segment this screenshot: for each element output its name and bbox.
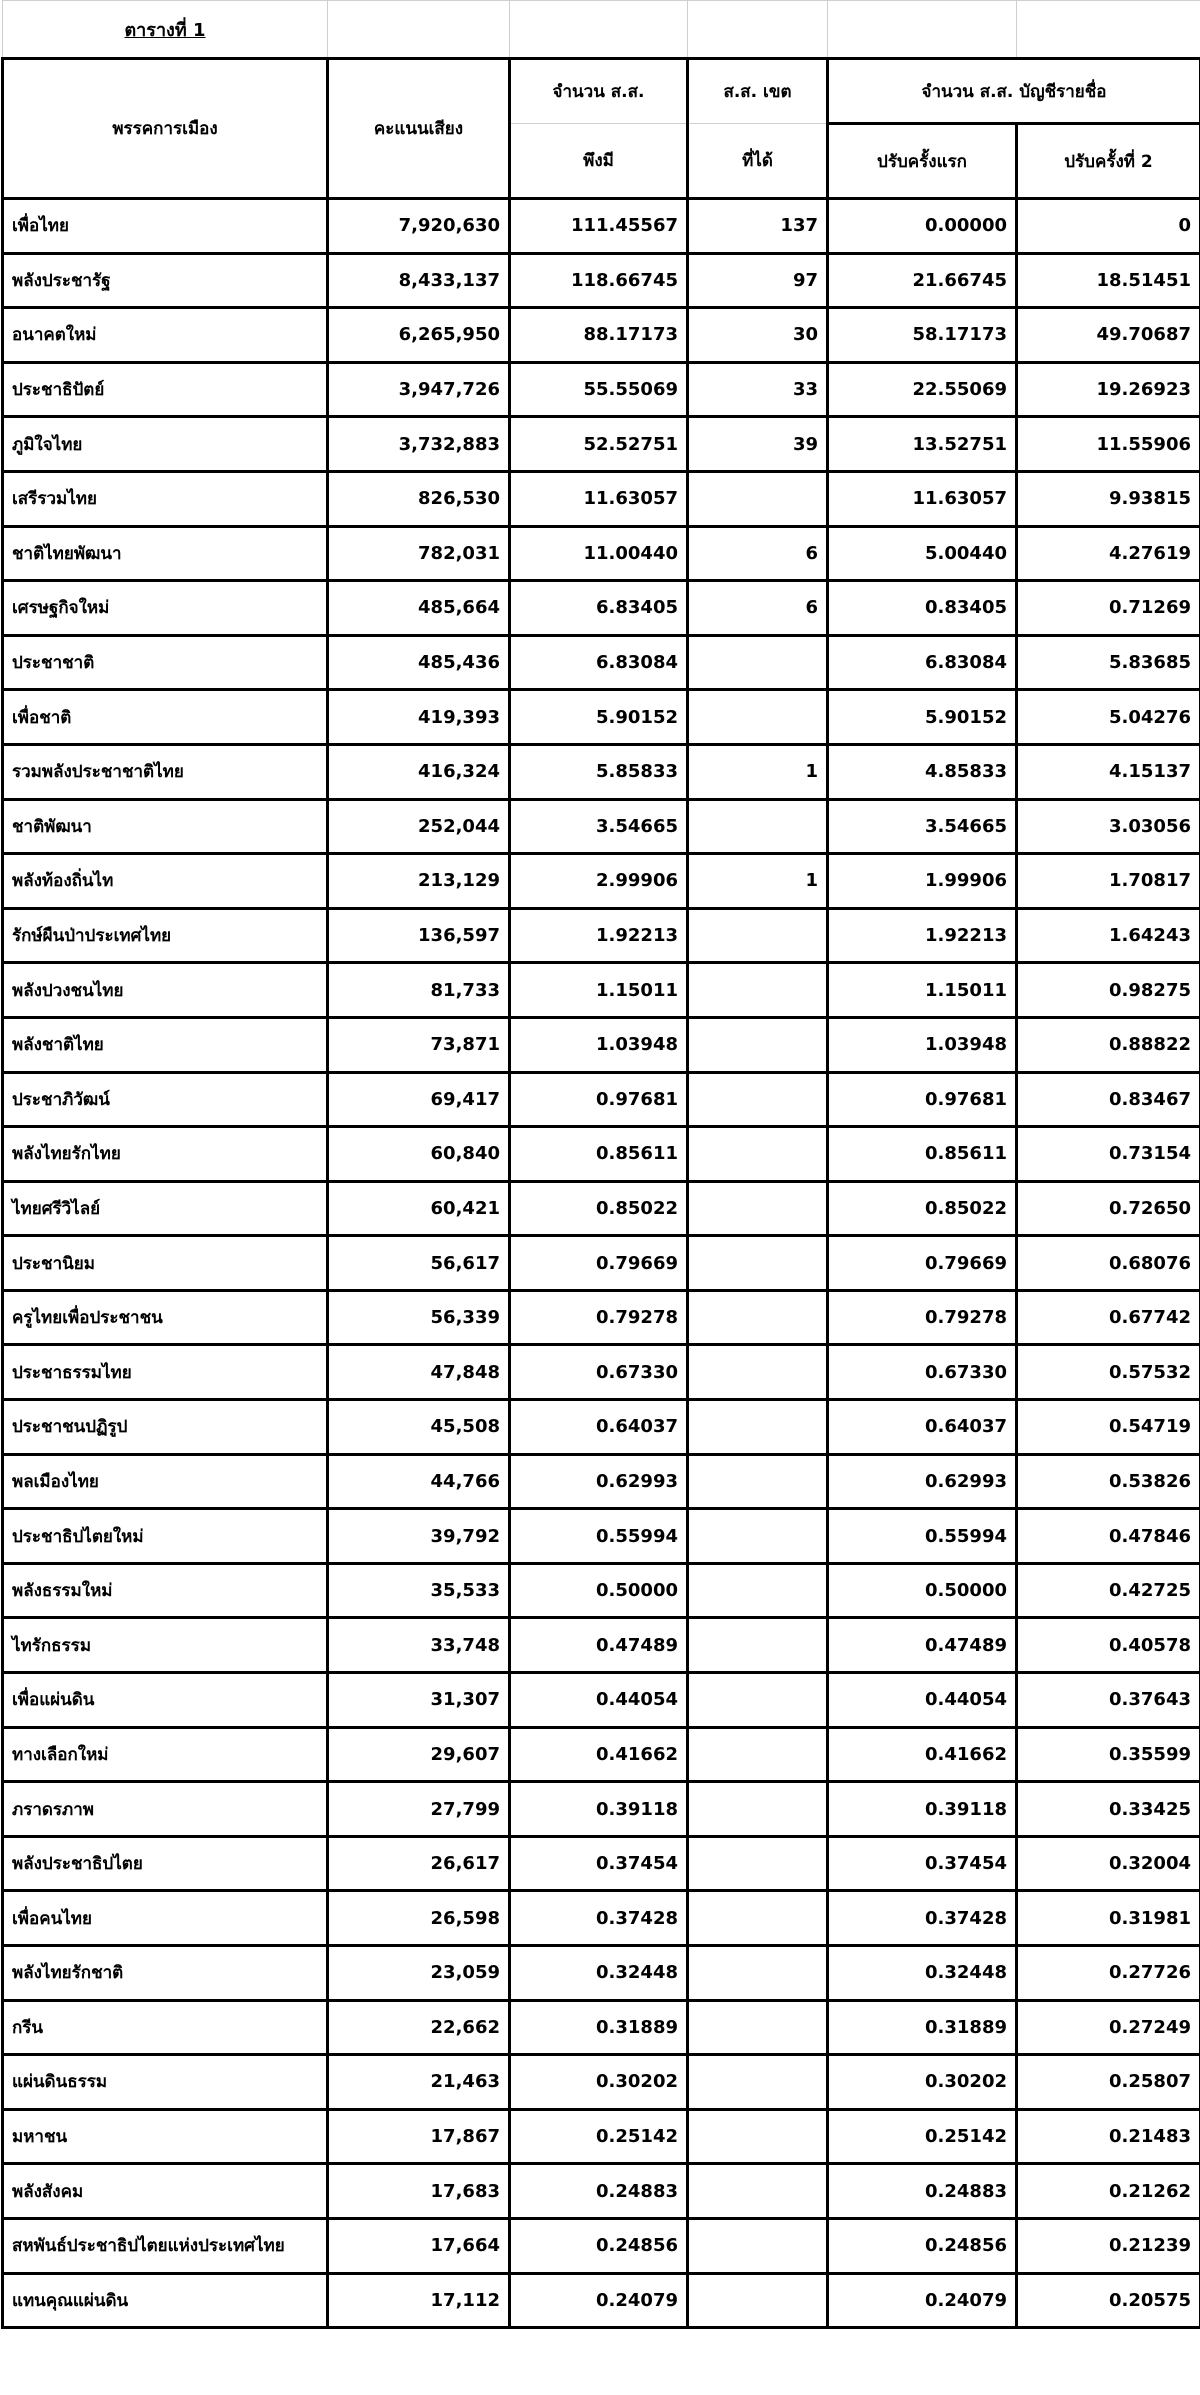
district-mp-cell xyxy=(688,2218,828,2273)
adjust-second-cell: 0.71269 xyxy=(1017,581,1200,636)
district-mp-cell xyxy=(688,1618,828,1673)
table-row xyxy=(3,854,1200,909)
table-row xyxy=(3,417,1200,472)
votes-cell: 485,664 xyxy=(328,581,510,636)
adjust-first-cell: 21.66745 xyxy=(828,253,1017,308)
entitled-mp-cell: 1.92213 xyxy=(510,908,688,963)
party-name-cell: อนาคตใหม่ xyxy=(3,308,328,363)
table-row xyxy=(3,199,1200,254)
table-row xyxy=(3,1673,1200,1728)
adjust-first-cell: 0.97681 xyxy=(828,1072,1017,1127)
adjust-first-cell: 0.30202 xyxy=(828,2055,1017,2110)
district-mp-cell xyxy=(688,2164,828,2219)
entitled-mp-cell: 0.79278 xyxy=(510,1290,688,1345)
adjust-first-cell: 0.67330 xyxy=(828,1345,1017,1400)
party-name-cell: ไทยศรีวิไลย์ xyxy=(3,1181,328,1236)
table-row xyxy=(3,2055,1200,2110)
party-seat-table xyxy=(1,0,1200,2329)
table-row xyxy=(3,1891,1200,1946)
entitled-mp-cell: 5.85833 xyxy=(510,744,688,799)
votes-cell: 3,947,726 xyxy=(328,362,510,417)
adjust-first-cell: 0.50000 xyxy=(828,1563,1017,1618)
entitled-mp-cell: 0.24856 xyxy=(510,2218,688,2273)
party-name-cell: ไทรักธรรม xyxy=(3,1618,328,1673)
table-row xyxy=(3,908,1200,963)
entitled-mp-cell: 0.31889 xyxy=(510,2000,688,2055)
district-mp-cell xyxy=(688,1563,828,1618)
entitled-mp-cell: 0.37428 xyxy=(510,1891,688,1946)
table-row xyxy=(3,1236,1200,1291)
table-row xyxy=(3,1946,1200,2001)
adjust-second-cell: 0.37643 xyxy=(1017,1673,1200,1728)
adjust-first-cell: 13.52751 xyxy=(828,417,1017,472)
entitled-mp-cell: 0.47489 xyxy=(510,1618,688,1673)
party-name-cell: พลังไทยรักชาติ xyxy=(3,1946,328,2001)
table-row xyxy=(3,1290,1200,1345)
party-name-cell: พลังสังคม xyxy=(3,2164,328,2219)
adjust-second-cell: 3.03056 xyxy=(1017,799,1200,854)
entitled-mp-cell: 0.64037 xyxy=(510,1400,688,1455)
votes-cell: 29,607 xyxy=(328,1727,510,1782)
votes-cell: 60,421 xyxy=(328,1181,510,1236)
party-name-cell: พลังชาติไทย xyxy=(3,1017,328,1072)
table-row xyxy=(3,581,1200,636)
caption-row xyxy=(3,1,1200,59)
adjust-first-cell: 0.39118 xyxy=(828,1782,1017,1837)
votes-cell: 45,508 xyxy=(328,1400,510,1455)
district-mp-cell: 6 xyxy=(688,581,828,636)
adjust-second-cell: 0.98275 xyxy=(1017,963,1200,1018)
votes-cell: 485,436 xyxy=(328,635,510,690)
table-row xyxy=(3,635,1200,690)
adjust-first-cell: 0.64037 xyxy=(828,1400,1017,1455)
adjust-second-cell: 0.53826 xyxy=(1017,1454,1200,1509)
district-mp-cell xyxy=(688,2055,828,2110)
adjust-second-cell: 0.42725 xyxy=(1017,1563,1200,1618)
district-mp-cell xyxy=(688,1017,828,1072)
adjust-second-cell: 0.47846 xyxy=(1017,1509,1200,1564)
votes-cell: 47,848 xyxy=(328,1345,510,1400)
votes-cell: 26,598 xyxy=(328,1891,510,1946)
adjust-first-cell: 58.17173 xyxy=(828,308,1017,363)
votes-cell: 252,044 xyxy=(328,799,510,854)
entitled-mp-cell: 0.62993 xyxy=(510,1454,688,1509)
district-mp-cell xyxy=(688,1836,828,1891)
votes-cell: 81,733 xyxy=(328,963,510,1018)
entitled-mp-cell: 1.15011 xyxy=(510,963,688,1018)
votes-cell: 56,617 xyxy=(328,1236,510,1291)
votes-cell: 8,433,137 xyxy=(328,253,510,308)
adjust-first-cell: 1.92213 xyxy=(828,908,1017,963)
entitled-mp-cell: 6.83405 xyxy=(510,581,688,636)
adjust-first-cell: 0.85611 xyxy=(828,1127,1017,1182)
party-name-cell: ประชาชนปฏิรูป xyxy=(3,1400,328,1455)
adjust-first-cell: 5.00440 xyxy=(828,526,1017,581)
adjust-first-cell: 0.00000 xyxy=(828,199,1017,254)
adjust-second-cell: 0.68076 xyxy=(1017,1236,1200,1291)
entitled-mp-cell: 55.55069 xyxy=(510,362,688,417)
table-row xyxy=(3,690,1200,745)
header-party-list-group: จำนวน ส.ส. บัญชีรายชื่อ xyxy=(828,59,1200,124)
district-mp-cell: 1 xyxy=(688,854,828,909)
adjust-second-cell: 0.31981 xyxy=(1017,1891,1200,1946)
adjust-first-cell: 0.79278 xyxy=(828,1290,1017,1345)
adjust-second-cell: 11.55906 xyxy=(1017,417,1200,472)
entitled-mp-cell: 11.00440 xyxy=(510,526,688,581)
votes-cell: 419,393 xyxy=(328,690,510,745)
votes-cell: 17,683 xyxy=(328,2164,510,2219)
entitled-mp-cell: 52.52751 xyxy=(510,417,688,472)
party-name-cell: พลังประชาธิปไตย xyxy=(3,1836,328,1891)
table-row xyxy=(3,1727,1200,1782)
table-row xyxy=(3,1127,1200,1182)
party-name-cell: ประชาชาติ xyxy=(3,635,328,690)
header-party: พรรคการเมือง xyxy=(3,59,328,199)
header-row-1 xyxy=(3,59,1200,124)
table-row xyxy=(3,1072,1200,1127)
adjust-second-cell: 49.70687 xyxy=(1017,308,1200,363)
adjust-second-cell: 0.88822 xyxy=(1017,1017,1200,1072)
district-mp-cell xyxy=(688,2000,828,2055)
table-row xyxy=(3,963,1200,1018)
adjust-first-cell: 0.32448 xyxy=(828,1946,1017,2001)
party-name-cell: มหาชน xyxy=(3,2109,328,2164)
votes-cell: 39,792 xyxy=(328,1509,510,1564)
adjust-second-cell: 0.20575 xyxy=(1017,2273,1200,2328)
votes-cell: 35,533 xyxy=(328,1563,510,1618)
table-row xyxy=(3,1400,1200,1455)
party-name-cell: ประชาธิปัตย์ xyxy=(3,362,328,417)
adjust-second-cell: 0.27249 xyxy=(1017,2000,1200,2055)
adjust-first-cell: 5.90152 xyxy=(828,690,1017,745)
adjust-first-cell: 22.55069 xyxy=(828,362,1017,417)
party-name-cell: พลังธรรมใหม่ xyxy=(3,1563,328,1618)
party-name-cell: พลังท้องถิ่นไท xyxy=(3,854,328,909)
votes-cell: 782,031 xyxy=(328,526,510,581)
party-name-cell: ครูไทยเพื่อประชาชน xyxy=(3,1290,328,1345)
table-row xyxy=(3,2218,1200,2273)
party-name-cell: เพื่อแผ่นดิน xyxy=(3,1673,328,1728)
district-mp-cell xyxy=(688,1509,828,1564)
district-mp-cell xyxy=(688,1891,828,1946)
adjust-second-cell: 0.21262 xyxy=(1017,2164,1200,2219)
district-mp-cell xyxy=(688,1673,828,1728)
adjust-second-cell: 5.83685 xyxy=(1017,635,1200,690)
district-mp-cell xyxy=(688,963,828,1018)
adjust-first-cell: 0.41662 xyxy=(828,1727,1017,1782)
adjust-second-cell: 0.83467 xyxy=(1017,1072,1200,1127)
votes-cell: 213,129 xyxy=(328,854,510,909)
adjust-first-cell: 3.54665 xyxy=(828,799,1017,854)
table-row xyxy=(3,1618,1200,1673)
district-mp-cell xyxy=(688,635,828,690)
entitled-mp-cell: 118.66745 xyxy=(510,253,688,308)
adjust-first-cell: 0.37428 xyxy=(828,1891,1017,1946)
party-name-cell: เพื่อคนไทย xyxy=(3,1891,328,1946)
party-name-cell: ประชาธรรมไทย xyxy=(3,1345,328,1400)
district-mp-cell: 137 xyxy=(688,199,828,254)
adjust-first-cell: 4.85833 xyxy=(828,744,1017,799)
district-mp-cell xyxy=(688,1454,828,1509)
table-row xyxy=(3,362,1200,417)
table-row xyxy=(3,1017,1200,1072)
adjust-second-cell: 4.15137 xyxy=(1017,744,1200,799)
header-adjust-first: ปรับครั้งแรก xyxy=(828,124,1017,199)
adjust-second-cell: 0 xyxy=(1017,199,1200,254)
adjust-second-cell: 0.57532 xyxy=(1017,1345,1200,1400)
header-votes: คะแนนเสียง xyxy=(328,59,510,199)
votes-cell: 44,766 xyxy=(328,1454,510,1509)
adjust-first-cell: 11.63057 xyxy=(828,471,1017,526)
entitled-mp-cell: 0.37454 xyxy=(510,1836,688,1891)
table-row xyxy=(3,1345,1200,1400)
table-row xyxy=(3,1181,1200,1236)
party-name-cell: แผ่นดินธรรม xyxy=(3,2055,328,2110)
district-mp-cell xyxy=(688,690,828,745)
district-mp-cell: 33 xyxy=(688,362,828,417)
district-mp-cell xyxy=(688,1181,828,1236)
adjust-second-cell: 0.33425 xyxy=(1017,1782,1200,1837)
adjust-second-cell: 0.21483 xyxy=(1017,2109,1200,2164)
district-mp-cell: 1 xyxy=(688,744,828,799)
party-name-cell: เพื่อชาติ xyxy=(3,690,328,745)
adjust-first-cell: 1.03948 xyxy=(828,1017,1017,1072)
district-mp-cell xyxy=(688,2273,828,2328)
party-name-cell: ประชานิยม xyxy=(3,1236,328,1291)
votes-cell: 31,307 xyxy=(328,1673,510,1728)
entitled-mp-cell: 11.63057 xyxy=(510,471,688,526)
adjust-first-cell: 1.15011 xyxy=(828,963,1017,1018)
entitled-mp-cell: 0.44054 xyxy=(510,1673,688,1728)
adjust-second-cell: 9.93815 xyxy=(1017,471,1200,526)
entitled-mp-cell: 0.97681 xyxy=(510,1072,688,1127)
adjust-first-cell: 0.83405 xyxy=(828,581,1017,636)
adjust-first-cell: 0.24856 xyxy=(828,2218,1017,2273)
adjust-first-cell: 1.99906 xyxy=(828,854,1017,909)
party-name-cell: สหพันธ์ประชาธิปไตยแห่งประเทศไทย xyxy=(3,2218,328,2273)
adjust-first-cell: 0.44054 xyxy=(828,1673,1017,1728)
adjust-first-cell: 0.62993 xyxy=(828,1454,1017,1509)
adjust-second-cell: 0.67742 xyxy=(1017,1290,1200,1345)
district-mp-cell xyxy=(688,471,828,526)
table-row xyxy=(3,2109,1200,2164)
entitled-mp-cell: 0.41662 xyxy=(510,1727,688,1782)
entitled-mp-cell: 0.55994 xyxy=(510,1509,688,1564)
district-mp-cell: 6 xyxy=(688,526,828,581)
table-caption: ตารางที่ 1 xyxy=(3,1,328,59)
adjust-first-cell: 0.25142 xyxy=(828,2109,1017,2164)
votes-cell: 56,339 xyxy=(328,1290,510,1345)
district-mp-cell: 30 xyxy=(688,308,828,363)
district-mp-cell xyxy=(688,1236,828,1291)
adjust-first-cell: 0.24079 xyxy=(828,2273,1017,2328)
district-mp-cell xyxy=(688,1400,828,1455)
votes-cell: 23,059 xyxy=(328,1946,510,2001)
district-mp-cell xyxy=(688,799,828,854)
table-row xyxy=(3,1563,1200,1618)
votes-cell: 22,662 xyxy=(328,2000,510,2055)
table-row xyxy=(3,2273,1200,2328)
header-entitled-bottom: พึงมี xyxy=(510,124,688,199)
entitled-mp-cell: 0.32448 xyxy=(510,1946,688,2001)
district-mp-cell xyxy=(688,1727,828,1782)
adjust-first-cell: 0.79669 xyxy=(828,1236,1017,1291)
adjust-second-cell: 0.54719 xyxy=(1017,1400,1200,1455)
party-name-cell: ทางเลือกใหม่ xyxy=(3,1727,328,1782)
table-row xyxy=(3,526,1200,581)
party-name-cell: ภูมิใจไทย xyxy=(3,417,328,472)
entitled-mp-cell: 5.90152 xyxy=(510,690,688,745)
district-mp-cell: 97 xyxy=(688,253,828,308)
votes-cell: 26,617 xyxy=(328,1836,510,1891)
adjust-second-cell: 0.21239 xyxy=(1017,2218,1200,2273)
adjust-second-cell: 1.70817 xyxy=(1017,854,1200,909)
adjust-second-cell: 0.40578 xyxy=(1017,1618,1200,1673)
party-name-cell: เศรษฐกิจใหม่ xyxy=(3,581,328,636)
header-district-bottom: ที่ได้ xyxy=(688,124,828,199)
votes-cell: 416,324 xyxy=(328,744,510,799)
party-name-cell: ประชาภิวัฒน์ xyxy=(3,1072,328,1127)
adjust-second-cell: 0.72650 xyxy=(1017,1181,1200,1236)
table-row xyxy=(3,1509,1200,1564)
entitled-mp-cell: 111.45567 xyxy=(510,199,688,254)
district-mp-cell xyxy=(688,1072,828,1127)
party-name-cell: พลเมืองไทย xyxy=(3,1454,328,1509)
adjust-second-cell: 19.26923 xyxy=(1017,362,1200,417)
adjust-second-cell: 0.25807 xyxy=(1017,2055,1200,2110)
votes-cell: 17,867 xyxy=(328,2109,510,2164)
header-entitled-top: จำนวน ส.ส. xyxy=(510,59,688,124)
header-adjust-second: ปรับครั้งที่ 2 xyxy=(1017,124,1200,199)
district-mp-cell xyxy=(688,2109,828,2164)
party-name-cell: ประชาธิปไตยใหม่ xyxy=(3,1509,328,1564)
entitled-mp-cell: 1.03948 xyxy=(510,1017,688,1072)
entitled-mp-cell: 0.50000 xyxy=(510,1563,688,1618)
district-mp-cell xyxy=(688,1127,828,1182)
district-mp-cell xyxy=(688,1290,828,1345)
adjust-second-cell: 18.51451 xyxy=(1017,253,1200,308)
adjust-first-cell: 0.24883 xyxy=(828,2164,1017,2219)
entitled-mp-cell: 88.17173 xyxy=(510,308,688,363)
votes-cell: 826,530 xyxy=(328,471,510,526)
votes-cell: 60,840 xyxy=(328,1127,510,1182)
party-name-cell: ชาติพัฒนา xyxy=(3,799,328,854)
adjust-second-cell: 1.64243 xyxy=(1017,908,1200,963)
adjust-second-cell: 0.35599 xyxy=(1017,1727,1200,1782)
table-row xyxy=(3,1836,1200,1891)
entitled-mp-cell: 0.79669 xyxy=(510,1236,688,1291)
entitled-mp-cell: 0.67330 xyxy=(510,1345,688,1400)
votes-cell: 17,664 xyxy=(328,2218,510,2273)
district-mp-cell xyxy=(688,908,828,963)
votes-cell: 21,463 xyxy=(328,2055,510,2110)
table-row xyxy=(3,1454,1200,1509)
adjust-second-cell: 5.04276 xyxy=(1017,690,1200,745)
table-row xyxy=(3,744,1200,799)
adjust-first-cell: 0.47489 xyxy=(828,1618,1017,1673)
adjust-second-cell: 4.27619 xyxy=(1017,526,1200,581)
table-row xyxy=(3,2164,1200,2219)
entitled-mp-cell: 0.24079 xyxy=(510,2273,688,2328)
party-name-cell: แทนคุณแผ่นดิน xyxy=(3,2273,328,2328)
votes-cell: 3,732,883 xyxy=(328,417,510,472)
adjust-first-cell: 0.55994 xyxy=(828,1509,1017,1564)
votes-cell: 6,265,950 xyxy=(328,308,510,363)
votes-cell: 73,871 xyxy=(328,1017,510,1072)
entitled-mp-cell: 0.25142 xyxy=(510,2109,688,2164)
district-mp-cell xyxy=(688,1782,828,1837)
header-district-top: ส.ส. เขต xyxy=(688,59,828,124)
votes-cell: 27,799 xyxy=(328,1782,510,1837)
adjust-first-cell: 0.37454 xyxy=(828,1836,1017,1891)
table-row xyxy=(3,799,1200,854)
entitled-mp-cell: 0.30202 xyxy=(510,2055,688,2110)
table-row xyxy=(3,2000,1200,2055)
party-name-cell: พลังประชารัฐ xyxy=(3,253,328,308)
table-row xyxy=(3,308,1200,363)
party-name-cell: รวมพลังประชาชาติไทย xyxy=(3,744,328,799)
votes-cell: 17,112 xyxy=(328,2273,510,2328)
district-mp-cell xyxy=(688,1345,828,1400)
district-mp-cell xyxy=(688,1946,828,2001)
adjust-second-cell: 0.27726 xyxy=(1017,1946,1200,2001)
district-mp-cell: 39 xyxy=(688,417,828,472)
adjust-first-cell: 0.31889 xyxy=(828,2000,1017,2055)
adjust-first-cell: 0.85022 xyxy=(828,1181,1017,1236)
party-name-cell: เสรีรวมไทย xyxy=(3,471,328,526)
entitled-mp-cell: 2.99906 xyxy=(510,854,688,909)
party-name-cell: ชาติไทยพัฒนา xyxy=(3,526,328,581)
entitled-mp-cell: 0.85611 xyxy=(510,1127,688,1182)
party-name-cell: รักษ์ผืนป่าประเทศไทย xyxy=(3,908,328,963)
party-name-cell: เพื่อไทย xyxy=(3,199,328,254)
party-name-cell: พลังปวงชนไทย xyxy=(3,963,328,1018)
entitled-mp-cell: 6.83084 xyxy=(510,635,688,690)
entitled-mp-cell: 0.39118 xyxy=(510,1782,688,1837)
table-row xyxy=(3,253,1200,308)
table-row xyxy=(3,471,1200,526)
entitled-mp-cell: 3.54665 xyxy=(510,799,688,854)
votes-cell: 33,748 xyxy=(328,1618,510,1673)
entitled-mp-cell: 0.24883 xyxy=(510,2164,688,2219)
party-name-cell: กรีน xyxy=(3,2000,328,2055)
adjust-second-cell: 0.73154 xyxy=(1017,1127,1200,1182)
votes-cell: 136,597 xyxy=(328,908,510,963)
adjust-first-cell: 6.83084 xyxy=(828,635,1017,690)
party-name-cell: พลังไทยรักไทย xyxy=(3,1127,328,1182)
party-name-cell: ภราดรภาพ xyxy=(3,1782,328,1837)
votes-cell: 7,920,630 xyxy=(328,199,510,254)
table-row xyxy=(3,1782,1200,1837)
adjust-second-cell: 0.32004 xyxy=(1017,1836,1200,1891)
votes-cell: 69,417 xyxy=(328,1072,510,1127)
entitled-mp-cell: 0.85022 xyxy=(510,1181,688,1236)
